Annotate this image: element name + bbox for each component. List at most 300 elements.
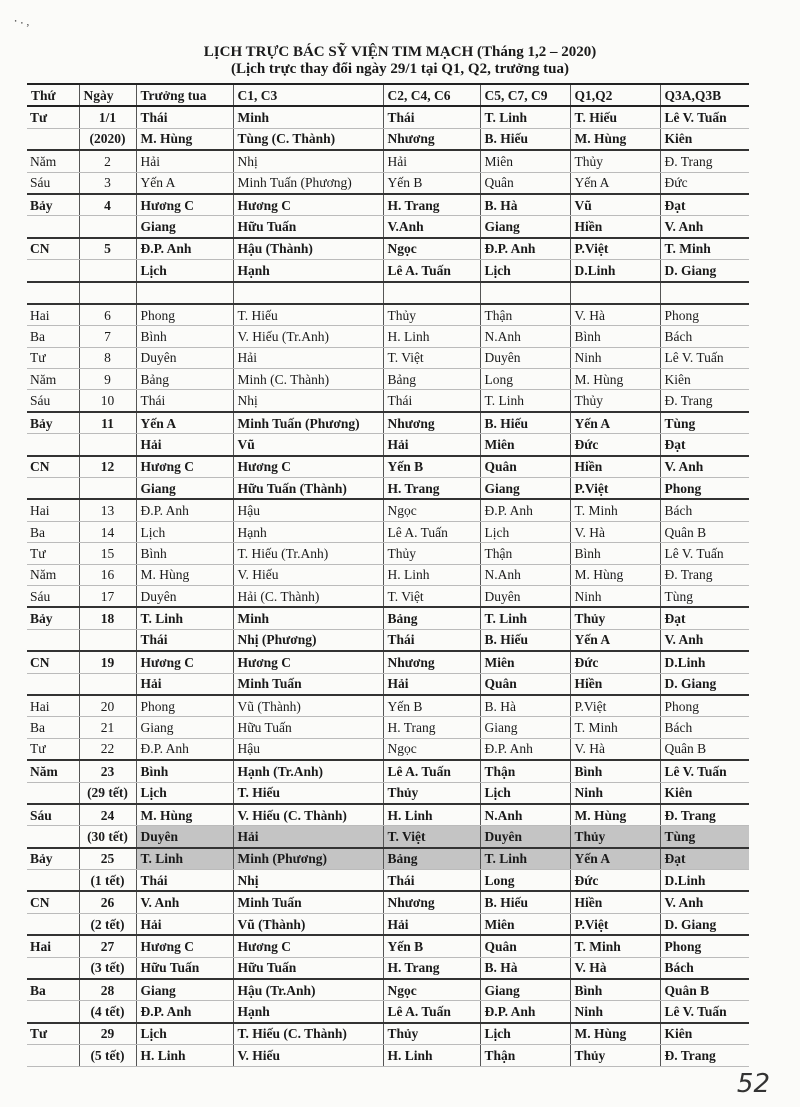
c2-c4-c6-cell: Bảng <box>383 607 480 629</box>
shift-lead-cell: Giang <box>136 717 233 738</box>
c2-c4-c6-cell: Thái <box>383 870 480 892</box>
c2-c4-c6-cell: Hải <box>383 150 480 172</box>
q3a-q3b-cell: Đ. Trang <box>660 390 749 412</box>
c1-c3-cell: Minh <box>233 607 383 629</box>
q3a-q3b-cell: V. Anh <box>660 629 749 651</box>
date-cell: 16 <box>79 564 136 585</box>
q1-q2-cell: Đức <box>570 434 660 456</box>
c5-c7-c9-cell: Quân <box>480 456 570 478</box>
date-cell <box>79 282 136 304</box>
q1-q2-cell: Hiền <box>570 216 660 238</box>
title-line-2: (Lịch trực thay đổi ngày 29/1 tại Q1, Q2, trưởng tua) <box>231 61 569 77</box>
q1-q2-cell: P.Việt <box>570 695 660 717</box>
shift-lead-cell: Hương C <box>136 194 233 216</box>
day-of-week-cell: CN <box>27 891 79 913</box>
c2-c4-c6-cell: Nhương <box>383 128 480 150</box>
c2-c4-c6-cell: H. Trang <box>383 478 480 500</box>
c1-c3-cell: Minh (C. Thành) <box>233 369 383 390</box>
date-cell: 13 <box>79 499 136 521</box>
q1-q2-cell: Thủy <box>570 826 660 848</box>
q3a-q3b-cell: Lê V. Tuấn <box>660 543 749 564</box>
day-of-week-cell <box>27 128 79 150</box>
date-cell <box>79 478 136 500</box>
header-truong-tua: Trưởng tua <box>136 84 233 106</box>
c1-c3-cell: Minh (Phương) <box>233 848 383 870</box>
q1-q2-cell: Ninh <box>570 585 660 607</box>
date-cell: (29 tết) <box>79 782 136 804</box>
shift-lead-cell: Duyên <box>136 347 233 368</box>
table-row <box>27 607 749 629</box>
shift-lead-cell: Duyên <box>136 826 233 848</box>
q1-q2-cell: M. Hùng <box>570 1023 660 1045</box>
q1-q2-cell <box>570 282 660 304</box>
c5-c7-c9-cell: Lịch <box>480 521 570 542</box>
q3a-q3b-cell: V. Anh <box>660 456 749 478</box>
shift-lead-cell: Lịch <box>136 521 233 542</box>
q3a-q3b-cell: D. Giang <box>660 913 749 935</box>
c1-c3-cell: V. Hiếu (Tr.Anh) <box>233 326 383 347</box>
date-cell: 1/1 <box>79 106 136 128</box>
q1-q2-cell: Yến A <box>570 848 660 870</box>
c1-c3-cell: Hữu Tuấn <box>233 717 383 738</box>
table-row <box>27 629 749 651</box>
q3a-q3b-cell: Đức <box>660 172 749 194</box>
c1-c3-cell: Tùng (C. Thành) <box>233 128 383 150</box>
q3a-q3b-cell: Kiên <box>660 1023 749 1045</box>
shift-lead-cell: H. Linh <box>136 1045 233 1066</box>
date-cell: (30 tết) <box>79 826 136 848</box>
date-cell: 2 <box>79 150 136 172</box>
q3a-q3b-cell: D. Giang <box>660 673 749 695</box>
q1-q2-cell: T. Minh <box>570 717 660 738</box>
q1-q2-cell: Ninh <box>570 782 660 804</box>
table-header-row <box>27 84 749 106</box>
q1-q2-cell: P.Việt <box>570 238 660 260</box>
date-cell <box>79 673 136 695</box>
q3a-q3b-cell: Bách <box>660 499 749 521</box>
table-row <box>27 543 749 564</box>
header-c2-c4-c6: C2, C4, C6 <box>383 84 480 106</box>
shift-lead-cell: Đ.P. Anh <box>136 238 233 260</box>
q3a-q3b-cell: Lê V. Tuấn <box>660 1001 749 1023</box>
c2-c4-c6-cell: H. Linh <box>383 564 480 585</box>
c1-c3-cell: Hữu Tuấn (Thành) <box>233 478 383 500</box>
table-row <box>27 304 749 326</box>
q3a-q3b-cell: Đạt <box>660 434 749 456</box>
day-of-week-cell: Năm <box>27 150 79 172</box>
c5-c7-c9-cell: Lịch <box>480 260 570 282</box>
shift-lead-cell: M. Hùng <box>136 804 233 826</box>
c5-c7-c9-cell: Miên <box>480 434 570 456</box>
day-of-week-cell: Bảy <box>27 848 79 870</box>
c5-c7-c9-cell: Duyên <box>480 347 570 368</box>
c2-c4-c6-cell: H. Linh <box>383 804 480 826</box>
c2-c4-c6-cell: Yến B <box>383 935 480 957</box>
day-of-week-cell: Ba <box>27 979 79 1001</box>
q1-q2-cell: P.Việt <box>570 913 660 935</box>
date-cell: 17 <box>79 585 136 607</box>
q1-q2-cell: Yến A <box>570 629 660 651</box>
c5-c7-c9-cell: Thận <box>480 304 570 326</box>
date-cell: 12 <box>79 456 136 478</box>
c2-c4-c6-cell: Lê A. Tuấn <box>383 1001 480 1023</box>
c1-c3-cell: Hải <box>233 347 383 368</box>
shift-lead-cell: Hải <box>136 673 233 695</box>
day-of-week-cell: Sáu <box>27 390 79 412</box>
date-cell: 29 <box>79 1023 136 1045</box>
shift-lead-cell: Hương C <box>136 456 233 478</box>
header-ngay: Ngày <box>79 84 136 106</box>
q3a-q3b-cell: Phong <box>660 478 749 500</box>
c1-c3-cell: Hải (C. Thành) <box>233 585 383 607</box>
c5-c7-c9-cell: Thận <box>480 1045 570 1066</box>
shift-lead-cell: Bình <box>136 543 233 564</box>
c1-c3-cell: T. Hiếu <box>233 304 383 326</box>
table-row <box>27 738 749 760</box>
c2-c4-c6-cell: H. Linh <box>383 326 480 347</box>
title-line-1: LỊCH TRỰC BÁC SỸ VIỆN TIM MẠCH (Tháng 1,2 – 2020) <box>203 44 597 60</box>
header-c5-c7-c9: C5, C7, C9 <box>480 84 570 106</box>
day-of-week-cell: CN <box>27 651 79 673</box>
q3a-q3b-cell: Quân B <box>660 979 749 1001</box>
day-of-week-cell: Hai <box>27 304 79 326</box>
q3a-q3b-cell: Kiên <box>660 369 749 390</box>
c2-c4-c6-cell: Nhương <box>383 891 480 913</box>
q3a-q3b-cell: Đạt <box>660 607 749 629</box>
c1-c3-cell: Vũ <box>233 434 383 456</box>
c2-c4-c6-cell: Yến B <box>383 172 480 194</box>
c2-c4-c6-cell: T. Việt <box>383 585 480 607</box>
c5-c7-c9-cell: B. Hiếu <box>480 891 570 913</box>
shift-lead-cell: Thái <box>136 390 233 412</box>
table-row <box>27 194 749 216</box>
c1-c3-cell: Nhị <box>233 150 383 172</box>
shift-lead-cell: T. Linh <box>136 848 233 870</box>
q1-q2-cell: Hiền <box>570 673 660 695</box>
c2-c4-c6-cell: Yến B <box>383 456 480 478</box>
c5-c7-c9-cell: B. Hiếu <box>480 629 570 651</box>
shift-lead-cell: Bình <box>136 760 233 782</box>
date-cell: 20 <box>79 695 136 717</box>
table-row <box>27 521 749 542</box>
c2-c4-c6-cell: Thủy <box>383 1023 480 1045</box>
day-of-week-cell <box>27 913 79 935</box>
c2-c4-c6-cell: Ngọc <box>383 238 480 260</box>
q3a-q3b-cell: V. Anh <box>660 216 749 238</box>
table-row <box>27 216 749 238</box>
q3a-q3b-cell: D.Linh <box>660 870 749 892</box>
day-of-week-cell: Bảy <box>27 194 79 216</box>
c2-c4-c6-cell: Hải <box>383 913 480 935</box>
q3a-q3b-cell: Tùng <box>660 412 749 434</box>
c1-c3-cell: Hữu Tuấn <box>233 957 383 979</box>
q1-q2-cell: Đức <box>570 651 660 673</box>
q3a-q3b-cell: Lê V. Tuấn <box>660 106 749 128</box>
c2-c4-c6-cell: V.Anh <box>383 216 480 238</box>
c1-c3-cell <box>233 282 383 304</box>
c5-c7-c9-cell: B. Hà <box>480 695 570 717</box>
q1-q2-cell: Thủy <box>570 607 660 629</box>
q1-q2-cell: Bình <box>570 760 660 782</box>
c1-c3-cell: Hậu (Tr.Anh) <box>233 979 383 1001</box>
c5-c7-c9-cell: Quân <box>480 935 570 957</box>
day-of-week-cell <box>27 629 79 651</box>
shift-lead-cell: Hải <box>136 434 233 456</box>
c1-c3-cell: Vũ (Thành) <box>233 695 383 717</box>
q1-q2-cell: D.Linh <box>570 260 660 282</box>
c5-c7-c9-cell: B. Hà <box>480 194 570 216</box>
q3a-q3b-cell <box>660 282 749 304</box>
q3a-q3b-cell: Đ. Trang <box>660 1045 749 1066</box>
date-cell: 11 <box>79 412 136 434</box>
c5-c7-c9-cell: Long <box>480 369 570 390</box>
shift-lead-cell: Hữu Tuấn <box>136 957 233 979</box>
date-cell <box>79 629 136 651</box>
shift-lead-cell: Đ.P. Anh <box>136 1001 233 1023</box>
table-row <box>27 782 749 804</box>
c1-c3-cell: Nhị (Phương) <box>233 629 383 651</box>
c2-c4-c6-cell: Hải <box>383 673 480 695</box>
day-of-week-cell: Năm <box>27 564 79 585</box>
table-row <box>27 1001 749 1023</box>
c2-c4-c6-cell: Nhương <box>383 651 480 673</box>
date-cell: 21 <box>79 717 136 738</box>
day-of-week-cell: Tư <box>27 543 79 564</box>
table-row <box>27 891 749 913</box>
c5-c7-c9-cell: Giang <box>480 216 570 238</box>
c2-c4-c6-cell: Ngọc <box>383 979 480 1001</box>
date-cell: 15 <box>79 543 136 564</box>
c5-c7-c9-cell: Thận <box>480 543 570 564</box>
c2-c4-c6-cell: Thủy <box>383 304 480 326</box>
day-of-week-cell <box>27 478 79 500</box>
date-cell: 9 <box>79 369 136 390</box>
table-row <box>27 848 749 870</box>
c5-c7-c9-cell: Quân <box>480 673 570 695</box>
day-of-week-cell: Hai <box>27 499 79 521</box>
c5-c7-c9-cell: Lịch <box>480 1023 570 1045</box>
c2-c4-c6-cell: H. Trang <box>383 194 480 216</box>
day-of-week-cell <box>27 673 79 695</box>
c2-c4-c6-cell: T. Việt <box>383 826 480 848</box>
c1-c3-cell: Minh Tuấn (Phương) <box>233 412 383 434</box>
q1-q2-cell: P.Việt <box>570 478 660 500</box>
header-thu: Thứ <box>27 84 79 106</box>
q1-q2-cell: T. Minh <box>570 499 660 521</box>
table-row <box>27 434 749 456</box>
q3a-q3b-cell: Đạt <box>660 194 749 216</box>
shift-lead-cell: Thái <box>136 870 233 892</box>
c1-c3-cell: Nhị <box>233 390 383 412</box>
day-of-week-cell <box>27 1001 79 1023</box>
date-cell <box>79 260 136 282</box>
shift-lead-cell: M. Hùng <box>136 128 233 150</box>
date-cell: 27 <box>79 935 136 957</box>
date-cell: 23 <box>79 760 136 782</box>
c1-c3-cell: Hương C <box>233 651 383 673</box>
c5-c7-c9-cell: Lịch <box>480 782 570 804</box>
table-row <box>27 913 749 935</box>
day-of-week-cell: Bảy <box>27 412 79 434</box>
c2-c4-c6-cell: Ngọc <box>383 499 480 521</box>
table-row <box>27 172 749 194</box>
q1-q2-cell: Hiền <box>570 456 660 478</box>
c5-c7-c9-cell: Miên <box>480 150 570 172</box>
date-cell: (1 tết) <box>79 870 136 892</box>
q3a-q3b-cell: Đạt <box>660 848 749 870</box>
c1-c3-cell: Hương C <box>233 456 383 478</box>
q3a-q3b-cell: Tùng <box>660 826 749 848</box>
table-row <box>27 282 749 304</box>
day-of-week-cell: Bảy <box>27 607 79 629</box>
date-cell: 3 <box>79 172 136 194</box>
q1-q2-cell: V. Hà <box>570 957 660 979</box>
day-of-week-cell <box>27 260 79 282</box>
table-row <box>27 260 749 282</box>
c1-c3-cell: Hữu Tuấn <box>233 216 383 238</box>
day-of-week-cell: Hai <box>27 695 79 717</box>
q3a-q3b-cell: Phong <box>660 304 749 326</box>
q1-q2-cell: M. Hùng <box>570 369 660 390</box>
q3a-q3b-cell: Bách <box>660 957 749 979</box>
c5-c7-c9-cell: Miên <box>480 913 570 935</box>
c2-c4-c6-cell: Thái <box>383 629 480 651</box>
c1-c3-cell: T. Hiếu (C. Thành) <box>233 1023 383 1045</box>
c2-c4-c6-cell: Lê A. Tuấn <box>383 760 480 782</box>
c2-c4-c6-cell: Nhương <box>383 412 480 434</box>
day-of-week-cell: Ba <box>27 326 79 347</box>
table-row <box>27 979 749 1001</box>
date-cell: (3 tết) <box>79 957 136 979</box>
c5-c7-c9-cell <box>480 282 570 304</box>
table-row <box>27 957 749 979</box>
table-body <box>27 106 749 1066</box>
day-of-week-cell <box>27 826 79 848</box>
date-cell <box>79 434 136 456</box>
q3a-q3b-cell: Quân B <box>660 521 749 542</box>
c5-c7-c9-cell: B. Hà <box>480 957 570 979</box>
date-cell: (2 tết) <box>79 913 136 935</box>
q1-q2-cell: V. Hà <box>570 521 660 542</box>
day-of-week-cell: CN <box>27 238 79 260</box>
table-row <box>27 150 749 172</box>
c1-c3-cell: Hải <box>233 826 383 848</box>
q1-q2-cell: Thủy <box>570 1045 660 1066</box>
table-row <box>27 412 749 434</box>
c5-c7-c9-cell: Quân <box>480 172 570 194</box>
day-of-week-cell <box>27 282 79 304</box>
q1-q2-cell: Ninh <box>570 347 660 368</box>
duty-schedule-table <box>27 83 749 1067</box>
q1-q2-cell: T. Minh <box>570 935 660 957</box>
header-q3a-q3b: Q3A,Q3B <box>660 84 749 106</box>
c1-c3-cell: Hạnh <box>233 1001 383 1023</box>
c1-c3-cell: T. Hiếu <box>233 782 383 804</box>
table-row <box>27 717 749 738</box>
shift-lead-cell: Giang <box>136 979 233 1001</box>
c5-c7-c9-cell: Đ.P. Anh <box>480 738 570 760</box>
shift-lead-cell: Yến A <box>136 172 233 194</box>
c1-c3-cell: V. Hiếu <box>233 1045 383 1066</box>
q1-q2-cell: M. Hùng <box>570 804 660 826</box>
q3a-q3b-cell: Tùng <box>660 585 749 607</box>
q1-q2-cell: Thủy <box>570 390 660 412</box>
shift-lead-cell: Thái <box>136 629 233 651</box>
table-row <box>27 1023 749 1045</box>
shift-lead-cell: Đ.P. Anh <box>136 738 233 760</box>
table-row <box>27 935 749 957</box>
date-cell: 24 <box>79 804 136 826</box>
c2-c4-c6-cell: T. Việt <box>383 347 480 368</box>
c5-c7-c9-cell: Giang <box>480 979 570 1001</box>
q3a-q3b-cell: Kiên <box>660 782 749 804</box>
c5-c7-c9-cell: T. Linh <box>480 848 570 870</box>
c2-c4-c6-cell: Bảng <box>383 848 480 870</box>
c5-c7-c9-cell: N.Anh <box>480 326 570 347</box>
q3a-q3b-cell: Lê V. Tuấn <box>660 760 749 782</box>
shift-lead-cell: T. Linh <box>136 607 233 629</box>
day-of-week-cell: CN <box>27 456 79 478</box>
q3a-q3b-cell: V. Anh <box>660 891 749 913</box>
table-row <box>27 651 749 673</box>
day-of-week-cell: Năm <box>27 369 79 390</box>
q3a-q3b-cell: Quân B <box>660 738 749 760</box>
day-of-week-cell: Tư <box>27 106 79 128</box>
shift-lead-cell: M. Hùng <box>136 564 233 585</box>
shift-lead-cell: Hải <box>136 150 233 172</box>
table-row <box>27 347 749 368</box>
c2-c4-c6-cell: Thủy <box>383 782 480 804</box>
q3a-q3b-cell: Phong <box>660 935 749 957</box>
c5-c7-c9-cell: Thận <box>480 760 570 782</box>
c1-c3-cell: Hậu (Thành) <box>233 238 383 260</box>
q3a-q3b-cell: Bách <box>660 717 749 738</box>
shift-lead-cell: Duyên <box>136 585 233 607</box>
header-c1-c3: C1, C3 <box>233 84 383 106</box>
table-row <box>27 128 749 150</box>
day-of-week-cell: Tư <box>27 1023 79 1045</box>
table-row <box>27 106 749 128</box>
table-row <box>27 326 749 347</box>
shift-lead-cell: Bình <box>136 326 233 347</box>
day-of-week-cell: Năm <box>27 760 79 782</box>
c1-c3-cell: Hậu <box>233 738 383 760</box>
q1-q2-cell: Bình <box>570 543 660 564</box>
shift-lead-cell: Lịch <box>136 1023 233 1045</box>
date-cell: 25 <box>79 848 136 870</box>
c2-c4-c6-cell: Yến B <box>383 695 480 717</box>
c5-c7-c9-cell: B. Hiếu <box>480 412 570 434</box>
q3a-q3b-cell: Đ. Trang <box>660 150 749 172</box>
c2-c4-c6-cell: Thủy <box>383 543 480 564</box>
c2-c4-c6-cell: Thái <box>383 390 480 412</box>
day-of-week-cell: Tư <box>27 738 79 760</box>
c1-c3-cell: Hương C <box>233 194 383 216</box>
q1-q2-cell: V. Hà <box>570 738 660 760</box>
c2-c4-c6-cell: H. Trang <box>383 957 480 979</box>
date-cell: (5 tết) <box>79 1045 136 1066</box>
q1-q2-cell: M. Hùng <box>570 128 660 150</box>
c2-c4-c6-cell: Lê A. Tuấn <box>383 521 480 542</box>
q3a-q3b-cell: Kiên <box>660 128 749 150</box>
q1-q2-cell: Bình <box>570 326 660 347</box>
shift-lead-cell: Thái <box>136 106 233 128</box>
date-cell: 5 <box>79 238 136 260</box>
c2-c4-c6-cell <box>383 282 480 304</box>
table-row <box>27 695 749 717</box>
c5-c7-c9-cell: Đ.P. Anh <box>480 499 570 521</box>
c5-c7-c9-cell: N.Anh <box>480 804 570 826</box>
